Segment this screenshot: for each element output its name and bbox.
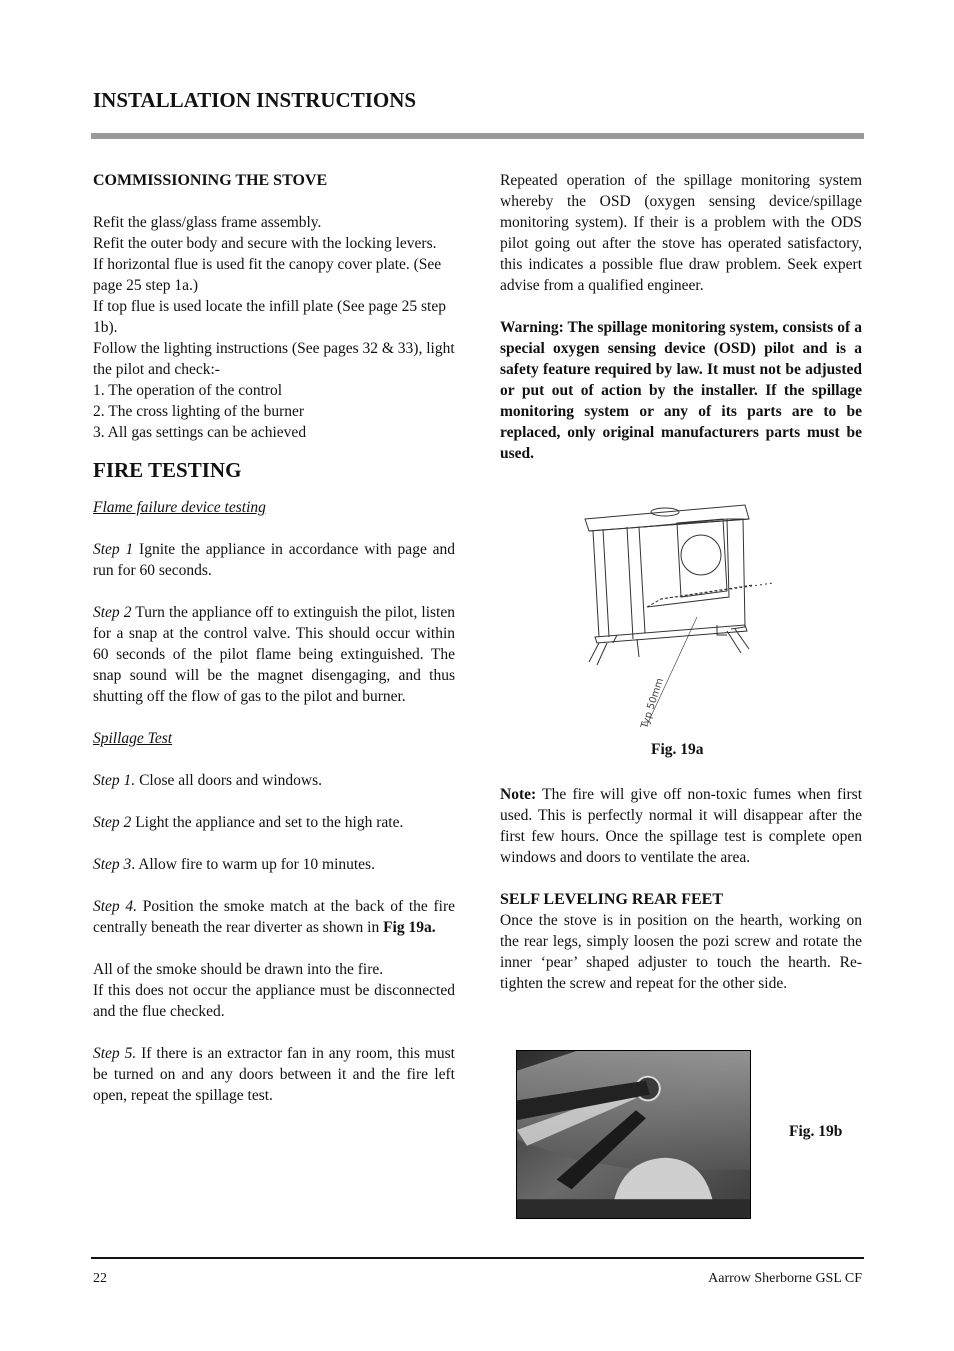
fig-reference: Fig 19a. [383, 919, 436, 936]
footer-rule [91, 1257, 864, 1259]
step-label: Step 2 [93, 814, 132, 831]
sp-step-5 [93, 1043, 455, 1106]
feet-heading: SELF LEVELING REAR FEET [500, 891, 724, 908]
page-number: 22 [93, 1271, 107, 1286]
fig19a-caption: Fig. 19a [651, 741, 704, 758]
right-column-lower [500, 784, 862, 994]
sp-step-4 [93, 896, 455, 938]
right-column [500, 170, 862, 464]
step-text: Close all doors and windows. [135, 772, 323, 789]
left-column [93, 170, 455, 1106]
stove-diagram [577, 497, 781, 737]
rear-foot-photo [516, 1050, 751, 1219]
title-rule [91, 133, 864, 139]
smoke-text: If this does not occur the appliance must be disconnected and the flue checked. [93, 982, 455, 1020]
step-text: Ignite the appliance in accordance with page and run for 60 seconds. [93, 541, 455, 579]
commissioning-line: If horizontal flue is used fit the canopy cover plate. (See page 25 step 1a.) [93, 256, 442, 294]
commissioning-line: Refit the outer body and secure with the locking levers. [93, 235, 437, 252]
step-text: . Allow fire to warm up for 10 minutes. [131, 856, 375, 873]
spillage-monitoring-paragraph: Repeated operation of the spillage monitoring system whereby the OSD (oxygen sensing device/spillage monitoring system). If their is a problem with the ODS pilot going out after the stove has operated satisfactory, this indicates a possible flue draw problem. Seek expert advise from a qualified engineer. [500, 172, 862, 294]
fig19a-dimension-label: Typ 50mm [639, 676, 666, 730]
step-text: Position the smoke match at the back of the fire centrally beneath the rear diverter as shown in [93, 898, 455, 936]
note-paragraph [500, 784, 862, 868]
commissioning-line: If top flue is used locate the infill plate (See page 25 step 1b). [93, 298, 446, 336]
commissioning-line: 3. All gas settings can be achieved [93, 424, 307, 441]
note-label: Note: [500, 786, 537, 803]
flame-failure-heading: Flame failure device testing [93, 499, 266, 516]
commissioning-line: 2. The cross lighting of the burner [93, 403, 305, 420]
commissioning-line: Follow the lighting instructions (See pages 32 & 33), light the pilot and check:- [93, 340, 455, 378]
fig19b-caption: Fig. 19b [789, 1123, 843, 1140]
sp-step-3 [93, 854, 455, 875]
sp-step-1 [93, 770, 455, 791]
feet-paragraph: Once the stove is in position on the hearth, working on the rear legs, simply loosen the pozi screw and rotate the inner ‘pear’ shaped adjuster to touch the hearth. Re-tighten the screw and repeat for the other side. [500, 912, 862, 992]
commissioning-line: Refit the glass/glass frame assembly. [93, 214, 322, 231]
document-name: Aarrow Sherborne GSL CF [708, 1271, 862, 1286]
sp-step-2 [93, 812, 455, 833]
spillage-heading: Spillage Test [93, 730, 173, 747]
step-label: Step 5. [93, 1045, 137, 1062]
step-text: Turn the appliance off to extinguish the pilot, listen for a snap at the control valve. This should occur within 60 seconds of the pilot flame being extinguished. The snap sound will be the magnet disengaging, and thus shutting off the flow of gas to the pilot and burner. [93, 604, 455, 705]
smoke-text: All of the smoke should be drawn into the fire. [93, 961, 384, 978]
ff-step-1 [93, 539, 455, 581]
commissioning-heading: COMMISSIONING THE STOVE [93, 172, 328, 189]
step-text: If there is an extractor fan in any room, this must be turned on and any doors between it and the fire left open, repeat the spillage test. [93, 1045, 455, 1104]
fire-testing-heading: FIRE TESTING [93, 458, 242, 482]
step-label: Step 3 [93, 856, 132, 873]
step-label: Step 2 [93, 604, 132, 621]
step-label: Step 1 [93, 541, 134, 558]
step-text: Light the appliance and set to the high rate. [131, 814, 404, 831]
page-title: INSTALLATION INSTRUCTIONS [93, 88, 417, 112]
step-label: Step 4. [93, 898, 138, 915]
warning-paragraph: Warning: The spillage monitoring system, consists of a special oxygen sensing device (OSD) pilot and is a safety feature required by law. It must not be adjusted or put out of action by the installer. If the spillage monitoring system or any of its parts are to be replaced, only original manufacturers parts must be used. [500, 319, 862, 462]
step-label: Step 1. [93, 772, 136, 789]
ff-step-2 [93, 602, 455, 707]
note-text: The fire will give off non-toxic fumes when first used. This is perfectly normal it will disappear after the first few hours. Once the spillage test is complete open windows and doors to ventilate the area. [500, 786, 862, 866]
commissioning-line: 1. The operation of the control [93, 382, 283, 399]
